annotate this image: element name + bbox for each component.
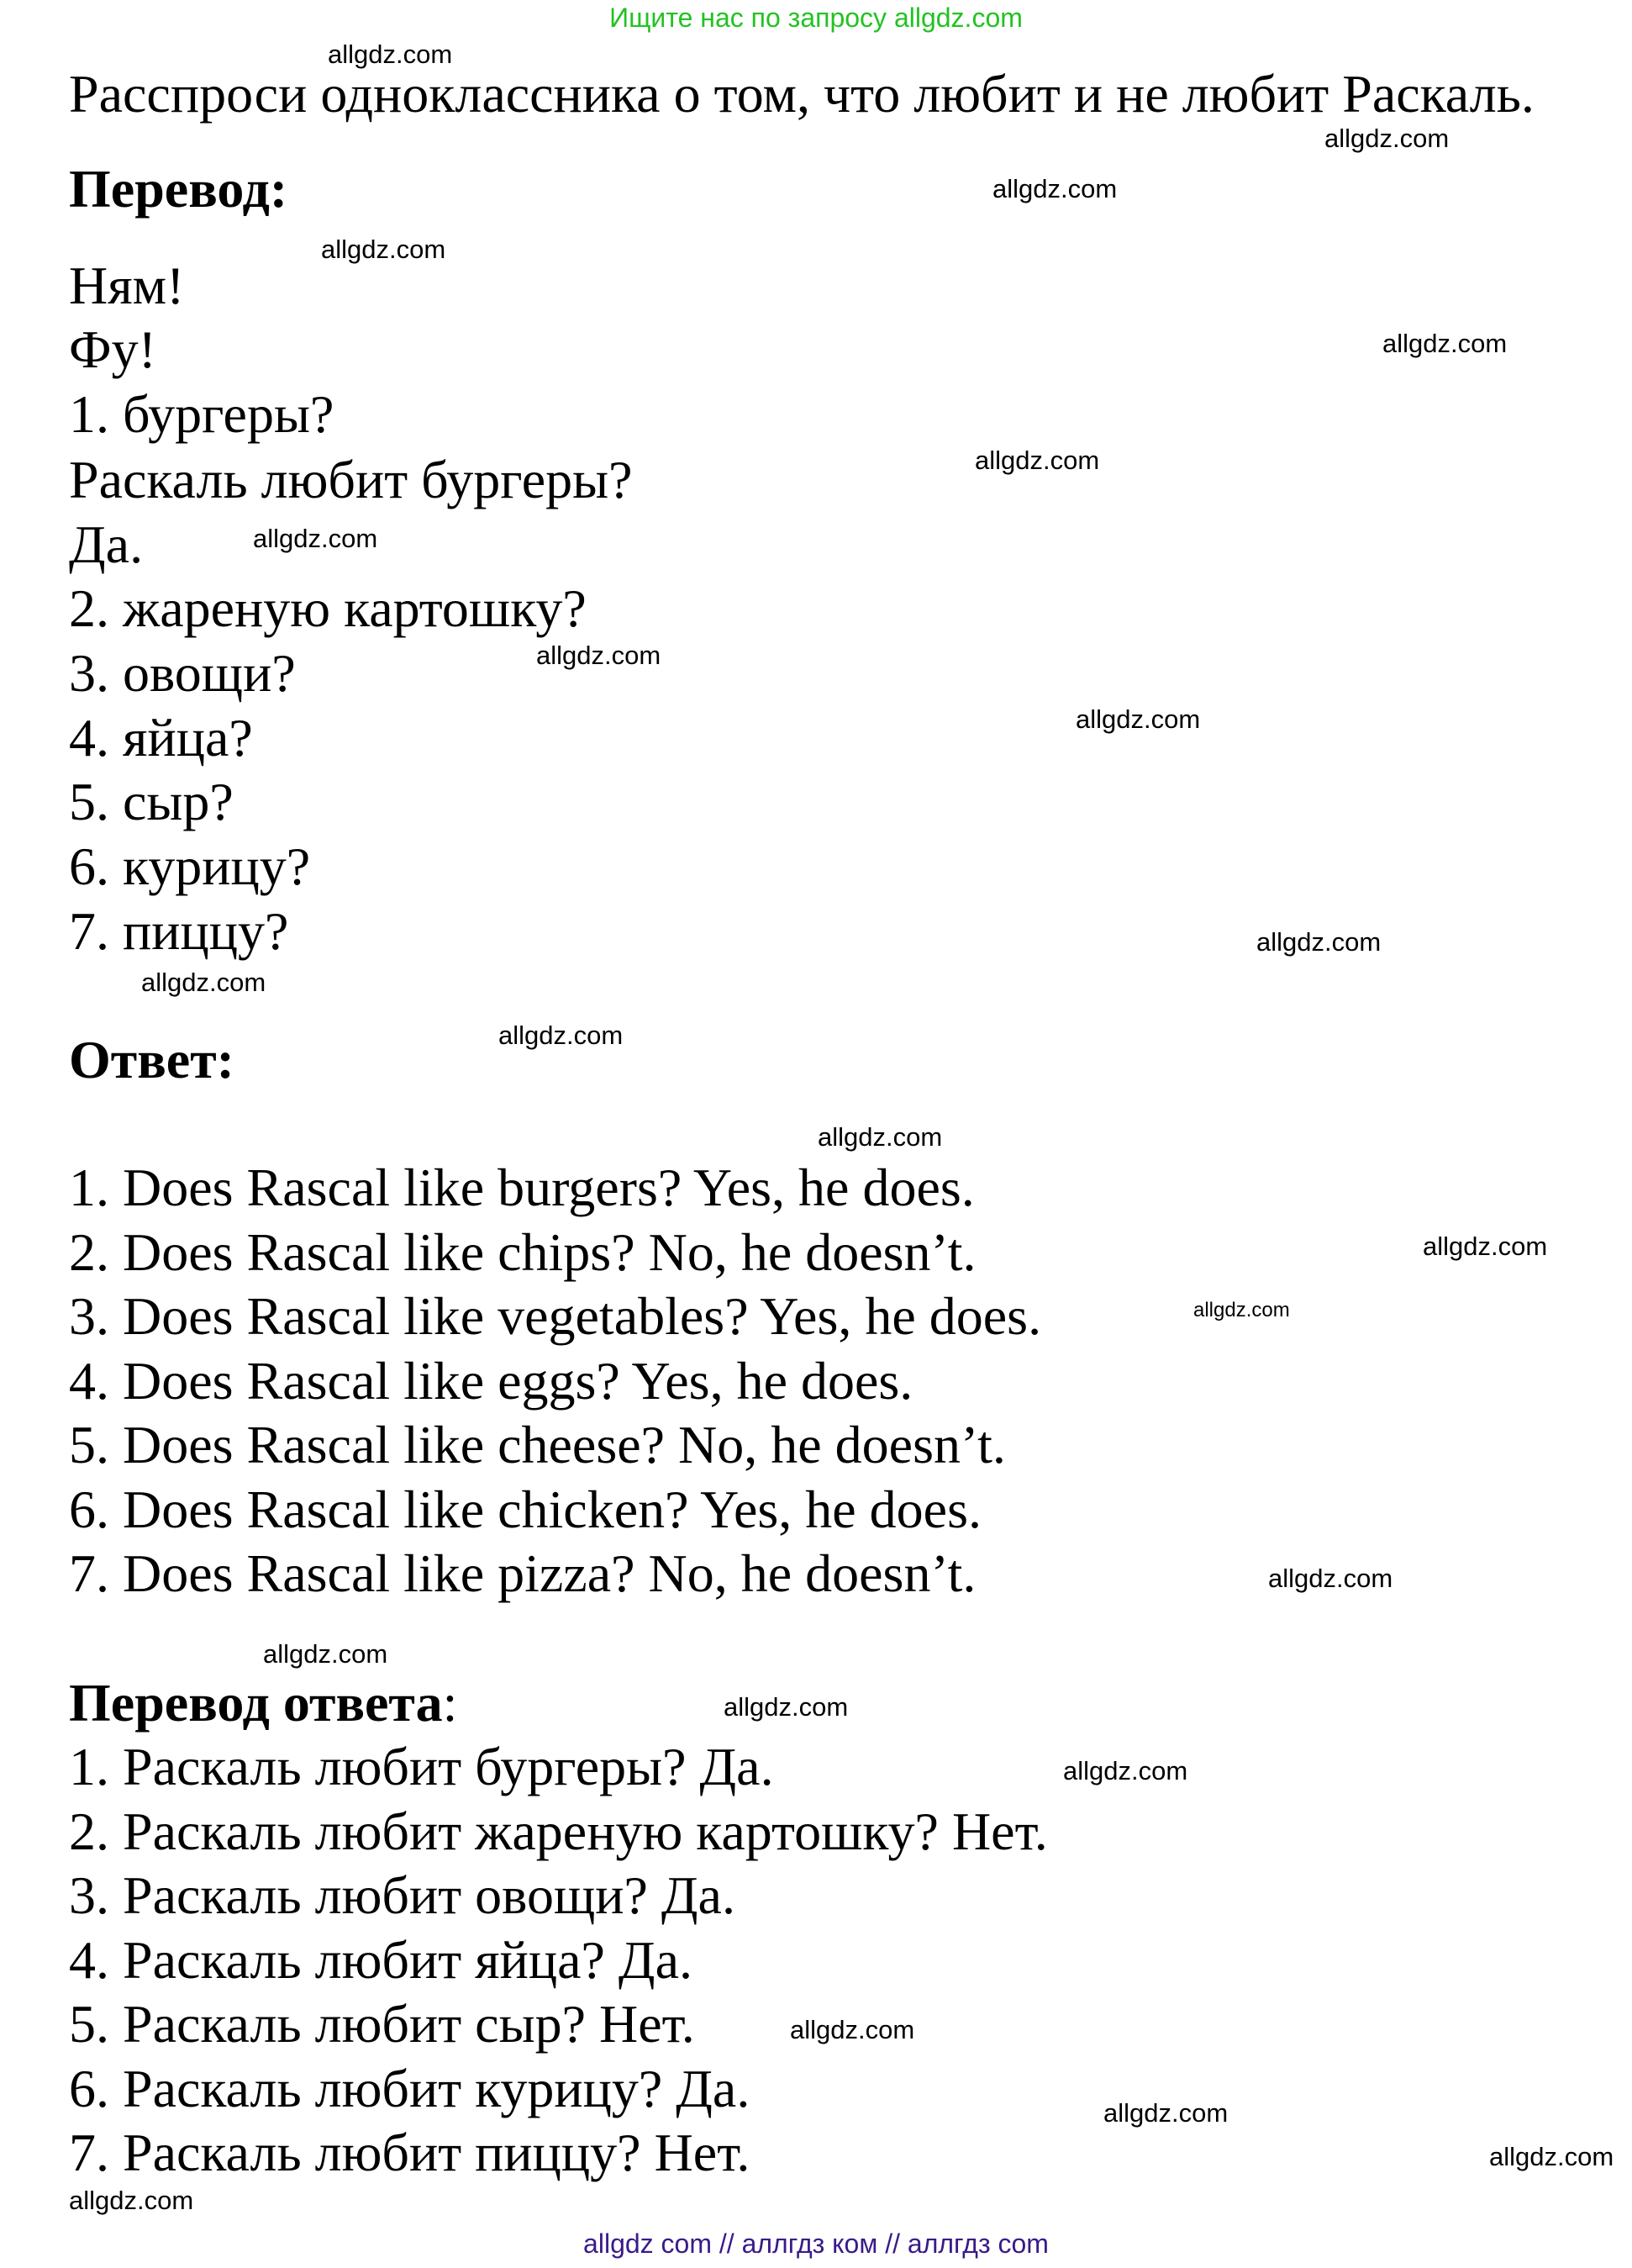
- watermark: allgdz.com: [1268, 1564, 1393, 1593]
- translation-line: 7. пиццу?: [69, 901, 289, 961]
- answer-translation-heading-text: Перевод ответа: [69, 1673, 443, 1733]
- watermark: allgdz.com: [1324, 124, 1450, 153]
- watermark: allgdz.com: [992, 174, 1118, 203]
- task-text: Расспроси одноклассника о том, что любит и не любит Раскаль.: [69, 64, 1535, 124]
- answer-line: 5. Does Rascal like cheese? No, he doesn’t.: [69, 1415, 1006, 1474]
- watermark: allgdz.com: [818, 1122, 943, 1152]
- heading-colon: :: [442, 1673, 458, 1733]
- answer-translation-line: 1. Раскаль любит бургеры? Да.: [69, 1737, 774, 1796]
- translation-line: 1. бургеры?: [69, 384, 334, 444]
- answer-translation-heading: [69, 1675, 457, 1731]
- watermark: allgdz.com: [1423, 1232, 1548, 1261]
- watermark: allgdz.com: [1489, 2142, 1614, 2171]
- header-banner-link[interactable]: Ищите нас по запросу allgdz.com: [609, 3, 1023, 33]
- answer-translation-line: 5. Раскаль любит сыр? Нет.: [69, 1994, 695, 2054]
- translation-line: Да.: [69, 514, 144, 574]
- watermark: allgdz.com: [724, 1692, 849, 1722]
- answer-line: 6. Does Rascal like chicken? Yes, he does.: [69, 1479, 982, 1539]
- watermark: allgdz.com: [328, 40, 453, 69]
- watermark: allgdz.com: [975, 446, 1100, 475]
- answer-translation-line: 3. Раскаль любит овощи? Да.: [69, 1865, 735, 1925]
- watermark: allgdz.com: [1256, 927, 1382, 957]
- answer-line: 3. Does Rascal like vegetables? Yes, he does.: [69, 1286, 1042, 1346]
- watermark: allgdz.com: [263, 1639, 388, 1669]
- answer-line: 7. Does Rascal like pizza? No, he doesn’t.: [69, 1543, 977, 1603]
- watermark: allgdz.com: [498, 1021, 624, 1050]
- watermark: allgdz.com: [536, 641, 661, 670]
- translation-line: Раскаль любит бургеры?: [69, 450, 633, 509]
- watermark: allgdz.com: [1103, 2098, 1229, 2128]
- translation-line: 6. курицу?: [69, 836, 311, 896]
- answer-translation-line: 2. Раскаль любит жареную картошку? Нет.: [69, 1801, 1048, 1861]
- watermark: allgdz.com: [321, 235, 446, 264]
- answer-translation-line: 7. Раскаль любит пиццу? Нет.: [69, 2123, 750, 2182]
- watermark: allgdz.com: [1382, 329, 1508, 358]
- answer-translation-line: 6. Раскаль любит курицу? Да.: [69, 2059, 750, 2118]
- translation-line: Фу!: [69, 319, 156, 379]
- translation-line: 2. жареную картошку?: [69, 578, 587, 638]
- translation-line: 3. овощи?: [69, 643, 296, 703]
- translation-line: Ням!: [69, 256, 185, 315]
- answer-line: 2. Does Rascal like chips? No, he doesn’t.: [69, 1222, 977, 1282]
- watermark: allgdz.com: [1193, 1299, 1290, 1321]
- answer-heading: Ответ:: [69, 1030, 234, 1089]
- watermark: allgdz.com: [1063, 1756, 1188, 1785]
- watermark: allgdz.com: [253, 524, 378, 553]
- watermark: allgdz.com: [69, 2186, 194, 2215]
- watermark: allgdz.com: [790, 2015, 915, 2044]
- translation-line: 4. яйца?: [69, 708, 253, 767]
- translation-heading: Перевод:: [69, 159, 288, 219]
- translation-line: 5. сыр?: [69, 772, 234, 831]
- watermark: allgdz.com: [141, 968, 266, 997]
- answer-translation-line: 4. Раскаль любит яйца? Да.: [69, 1930, 692, 1990]
- answer-line: 4. Does Rascal like eggs? Yes, he does.: [69, 1351, 913, 1411]
- footer-banner-link[interactable]: allgdz com // аллгдз ком // аллгдз com: [583, 2228, 1049, 2259]
- answer-line: 1. Does Rascal like burgers? Yes, he does.: [69, 1158, 975, 1217]
- watermark: allgdz.com: [1076, 704, 1201, 734]
